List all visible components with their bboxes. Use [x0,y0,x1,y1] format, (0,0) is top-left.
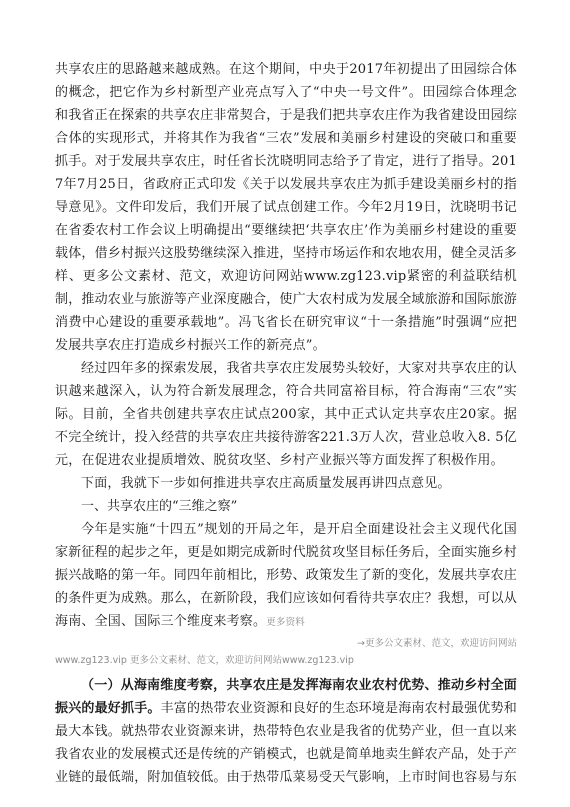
paragraph-3: 下面，我就下一步如何推进共享农庄高质量发展再讲四点意见。 [81,476,451,491]
paragraph-1: 共享农庄的思路越来越成熟。在这个期间，中央于2017年初提出了田园综合体的概念，把它作为乡村新型产业亮点写入了“中央一号文件”。田园综合体理念和我省正在探索的共享农庄非常契合，于是我们把共享农庄作为我省建设田园综合体的实现形式，并将其作为我省“三农”发展和美丽乡村建设的突破口和重要抓手。对于发展共享农庄，时任省长沈晓明同志给予了肯定，进行了指导。2017年7月25日，省政府正式印发《关于以发展共享农庄为抓手建设美丽乡村的指导意见》。文件印发后，我们开展了试点创建工作。今年2月19日，沈晓明书记在省委农村工作会议上明确提出“要继续把‘共享农庄’作为美丽乡村建设的重要载体，借乡村振兴这股势继续深入推进，坚持市场运作和农地农用，健全灵活多样、更多公文素材、范文，欢迎访问网站www.zg123.vip紧密的利益联结机制，推动农业与旅游等产业深度融合，使广大农村成为发展全域旅游和国际旅游消费中心建设的重要承载地”。冯飞省长在研究审议“十一条措施”时强调“应把发展共享农庄打造成乡村振兴工作的新亮点”。 [55,62,518,353]
paragraph-2: 经过四年多的探索发展，我省共享农庄发展势头较好，大家对共享农庄的认识越来越深入，认为符合新发展理念，符合共同富裕目标，符合海南“三农”实际。目前，全省共创建共享农庄试点200家，其中正式认定共享农庄20家。据不完全统计，投入经营的共享农庄共接待游客221.3万人次，营业总收入8. 5亿元，在促进农业提质增效、脱贫攻坚、乡村产业振兴等方面发挥了积极作用。 [55,361,517,468]
paragraph-5-heading: （一）从海南维度考察，共享农庄是发挥海南农业农村优势、推动乡村全面振兴的最好抓手。 [55,678,517,716]
section-heading-1: 一、共享农庄的“三维之察” [81,499,238,514]
document-page [55,58,517,789]
paragraph-5-text: 丰富的热带农业资源和良好的生态环境是海南农村最强优势和最大本钱。就热带农业资源来讲，热带特色农业是我省的优势产业，但一直以来我省农业的发展模式还是传统的产销模式，也就是简单地卖生鲜农产品，处于产业链的最低端，附加值较低。由于热带瓜菜易受天气影响，上市时间也容易与东 [55,701,518,785]
paragraph-5 [55,674,517,789]
more-materials-link[interactable]: 更多资料 [266,617,306,628]
paragraph-4 [55,518,517,634]
watermark-row [55,636,517,652]
paragraph-4-text: 今年是实施“十四五”规划的开局之年，是开启全面建设社会主义现代化国家新征程的起步之年，更是如期完成新时代脱贫攻坚目标任务后，全面实施乡村振兴战略的第一年。同四年前相比，形势、政策发生了新的变化，发展共享农庄的条件更为成熟。那么，在新阶段，我们应该如何看待共享农庄？我想，可以从海南、全国、国际三个维度来考察。 [55,522,518,629]
watermark-line[interactable]: www.zg123.vip 更多公文素材、范文，欢迎访问网站www.zg123.vip [55,655,354,666]
watermark-right[interactable]: →更多公文素材、范文，欢迎访问网站 [357,638,517,649]
